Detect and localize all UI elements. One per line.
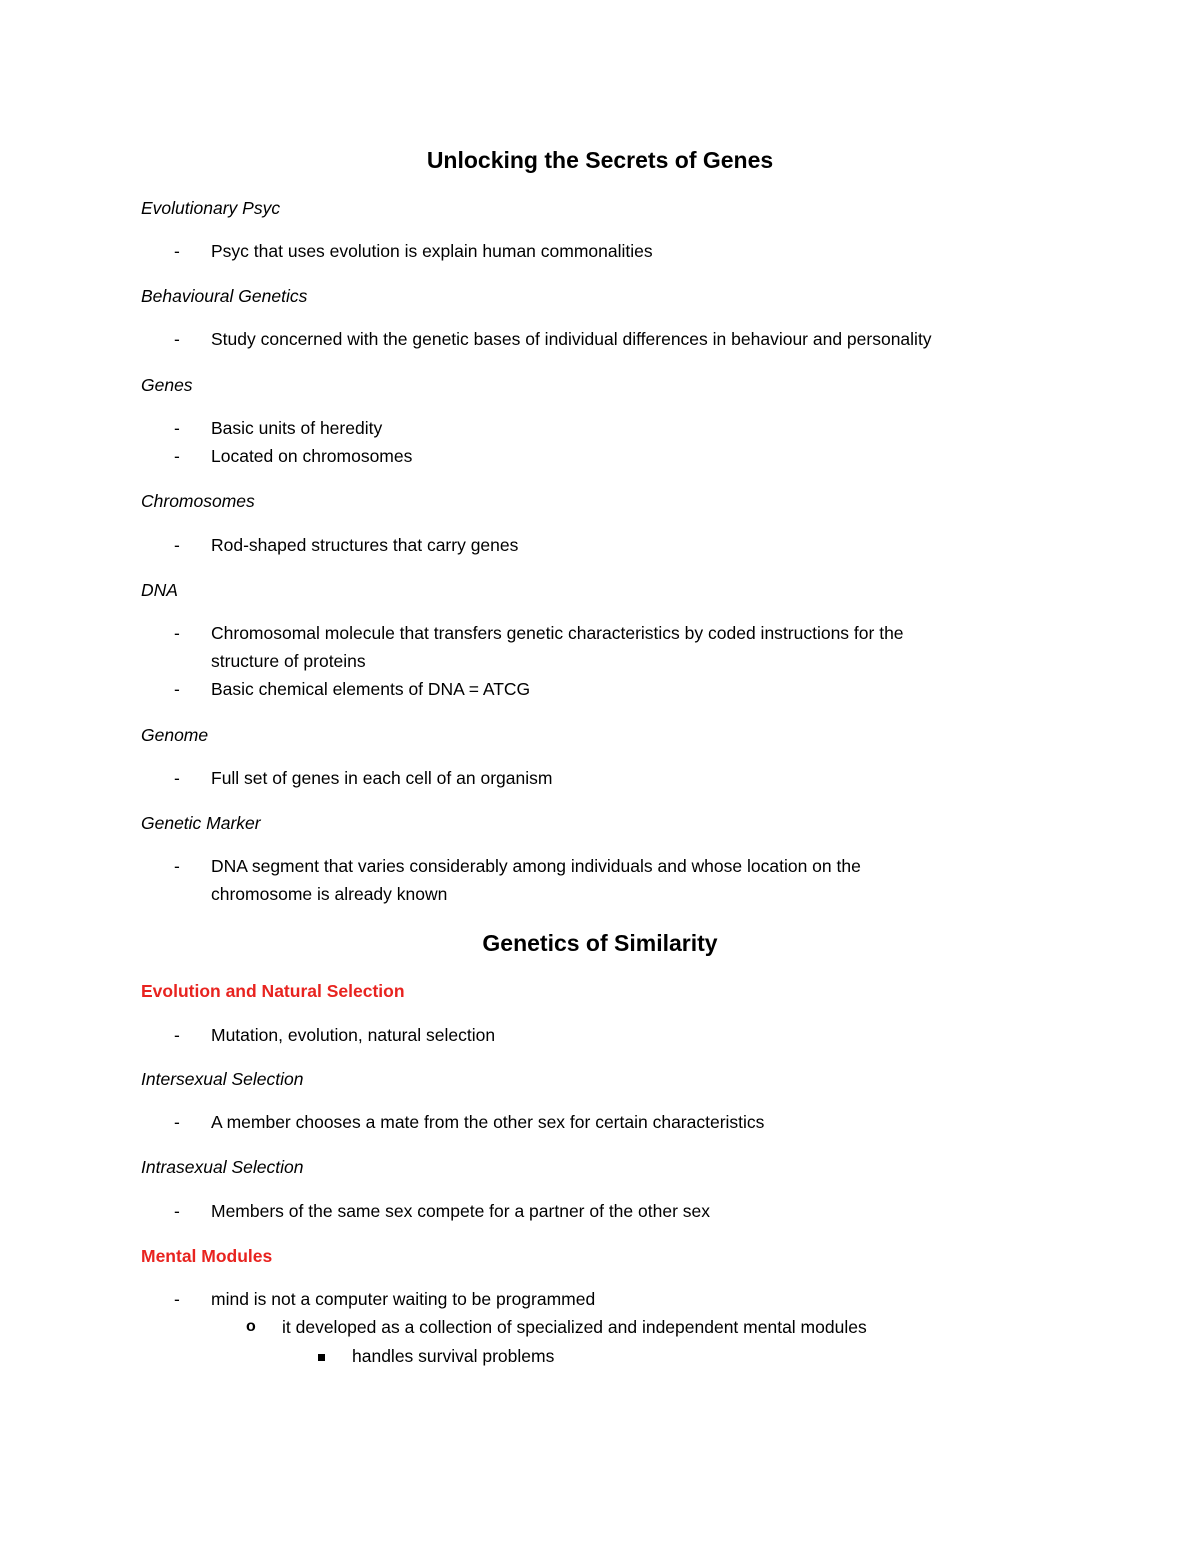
circle-bullet: o: [246, 1318, 256, 1335]
term-heading: Chromosomes: [141, 491, 255, 511]
definition-text: Chromosomal molecule that transfers genetic characteristics by coded instructions for the: [211, 623, 904, 643]
dash-bullet: -: [174, 679, 180, 699]
dash-bullet: -: [174, 1112, 180, 1132]
definition-text: mind is not a computer waiting to be programmed: [211, 1289, 596, 1309]
dash-bullet: -: [174, 241, 180, 261]
dash-bullet: -: [174, 1201, 180, 1221]
definition-text-continued: structure of proteins: [211, 651, 366, 671]
dash-bullet: -: [174, 1289, 180, 1309]
sub-sub-item-text: handles survival problems: [352, 1346, 555, 1366]
definition-text: Located on chromosomes: [211, 446, 413, 466]
definition-text: Basic units of heredity: [211, 418, 383, 438]
dash-bullet: -: [174, 418, 180, 438]
dash-bullet: -: [174, 329, 180, 349]
dash-bullet: -: [174, 768, 180, 788]
term-heading: Genetic Marker: [141, 813, 261, 833]
dash-bullet: -: [174, 1025, 180, 1045]
term-heading: Genes: [141, 375, 193, 395]
term-heading: Genome: [141, 725, 209, 745]
definition-text: Psyc that uses evolution is explain human commonalities: [211, 241, 653, 261]
sub-item-text: it developed as a collection of specialized and independent mental modules: [282, 1317, 867, 1337]
definition-text-continued: chromosome is already known: [211, 884, 448, 904]
dash-bullet: -: [174, 856, 180, 876]
term-heading: Intrasexual Selection: [141, 1157, 304, 1177]
section-title: Genetics of Similarity: [482, 930, 718, 956]
definition-text: A member chooses a mate from the other sex for certain characteristics: [211, 1112, 765, 1132]
term-heading: DNA: [141, 580, 178, 600]
term-heading: Intersexual Selection: [141, 1069, 304, 1089]
dash-bullet: -: [174, 446, 180, 466]
definition-text: Mutation, evolution, natural selection: [211, 1025, 496, 1045]
definition-text: Basic chemical elements of DNA = ATCG: [211, 679, 531, 699]
definition-text: Full set of genes in each cell of an organism: [211, 768, 553, 788]
definition-text: Members of the same sex compete for a partner of the other sex: [211, 1201, 710, 1221]
topic-heading: Evolution and Natural Selection: [141, 981, 405, 1001]
definition-text: Rod-shaped structures that carry genes: [211, 535, 519, 555]
dash-bullet: -: [174, 623, 180, 643]
topic-heading: Mental Modules: [141, 1246, 273, 1266]
square-bullet-icon: [318, 1354, 325, 1361]
term-heading: Evolutionary Psyc: [141, 198, 281, 218]
definition-text: DNA segment that varies considerably among individuals and whose location on the: [211, 856, 861, 876]
document-title: Unlocking the Secrets of Genes: [426, 147, 774, 173]
definition-text: Study concerned with the genetic bases of individual differences in behaviour and personality: [211, 329, 932, 349]
term-heading: Behavioural Genetics: [141, 286, 308, 306]
dash-bullet: -: [174, 535, 180, 555]
